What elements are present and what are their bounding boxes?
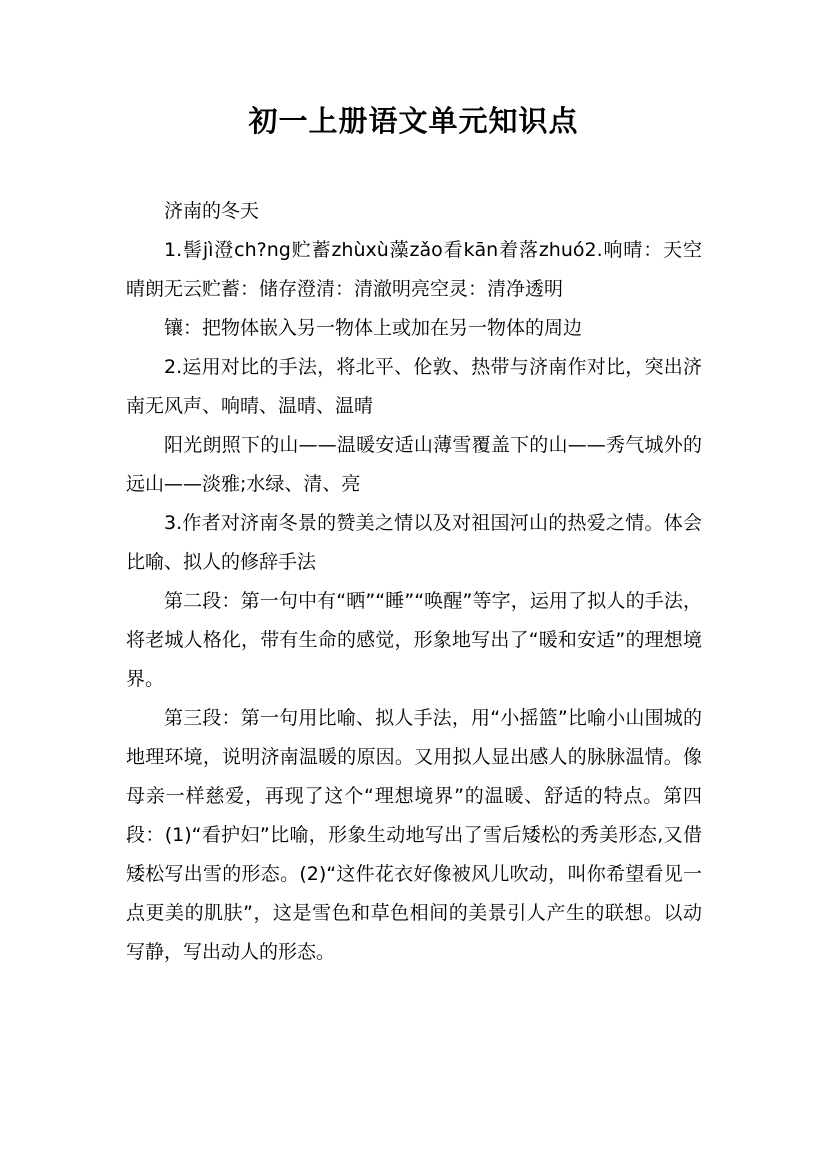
section-heading: 济南的冬天 <box>164 200 260 222</box>
paragraph: 1.髻jì澄ch?ng贮蓄zhùxù藻zǎo看kān着落zhuó2.响晴：天空晴朗无云贮蓄：储存澄清：清澈明亮空灵：清净透明 <box>126 239 702 300</box>
paragraph: 第二段：第一句中有“晒”“睡”“唤醒”等字，运用了拟人的手法，将老城人格化，带有生命的感觉，形象地写出了“暖和安适”的理想境界。 <box>126 590 702 690</box>
paragraph: 2.运用对比的手法，将北平、伦敦、热带与济南作对比，突出济南无风声、响晴、温晴、温晴 <box>126 356 702 417</box>
paragraph: 第三段：第一句用比喻、拟人手法，用“小摇篮”比喻小山围城的地理环境，说明济南温暖的原因。又用拟人显出感人的脉脉温情。像母亲一样慈爱，再现了这个“理想境界”的温暖、舒适的特点。第四段：(1)“看护妇”比喻，形象生动地写出了雪后矮松的秀美形态,又借矮松写出雪的形态。(2)“这件花衣好像被风儿吹动，叫你希望看见一点更美的肌肤”，这是雪色和草色相间的美景引人产生的联想。以动写静，写出动人的形态。 <box>126 707 702 963</box>
paragraph: 镶：把物体嵌入另一物体上或加在另一物体的周边 <box>164 317 583 339</box>
paragraph: 3.作者对济南冬景的赞美之情以及对祖国河山的热爱之情。体会比喻、拟人的修辞手法 <box>126 512 702 573</box>
document-title: 初一上册语文单元知识点 <box>248 104 579 138</box>
document-body <box>126 192 702 972</box>
paragraph: 阳光朗照下的山——温暖安适山薄雪覆盖下的山——秀气城外的远山——淡雅;水绿、清、亮 <box>126 434 702 495</box>
